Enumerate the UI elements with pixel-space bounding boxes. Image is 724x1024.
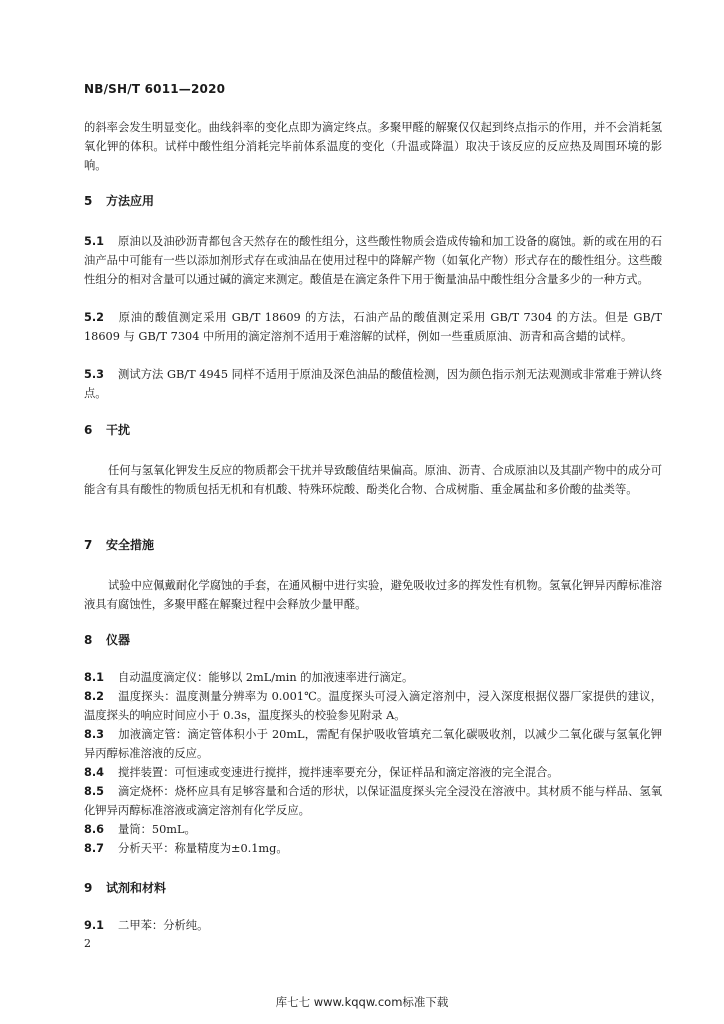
section-6-title: 干扰 bbox=[106, 423, 131, 437]
section-7-number: 7 bbox=[84, 538, 93, 552]
clause-8-7 bbox=[84, 839, 662, 858]
clause-text: 滴定烧杯：烧杯应具有足够容量和合适的形状，以保证温度探头完全浸没在溶液中。其材质不能与样品、氢氧化钾异丙醇标准溶液或滴定溶剂有化学反应。 bbox=[84, 785, 662, 817]
clause-text: 量筒：50mL。 bbox=[118, 823, 196, 836]
section-5-title: 方法应用 bbox=[106, 194, 155, 208]
clause-8-3 bbox=[84, 725, 662, 763]
intro-paragraph: 的斜率会发生明显变化。曲线斜率的变化点即为滴定终点。多聚甲醛的解聚仅仅起到终点指示的作用，并不会消耗氢氧化钾的体积。试样中酸性组分消耗完毕前体系温度的变化（升温或降温）取决于该反应的反应热及周围环境的影响。 bbox=[84, 121, 662, 172]
clause-number: 8.4 bbox=[84, 766, 105, 779]
standard-number-header: NB/SH/T 6011—2020 bbox=[84, 82, 226, 96]
clause-text: 自动温度滴定仪：能够以 2mL/min 的加液速率进行滴定。 bbox=[118, 671, 414, 684]
section-7-title: 安全措施 bbox=[106, 538, 155, 552]
section-6-number: 6 bbox=[84, 423, 93, 437]
section-7-paragraph: 试验中应佩戴耐化学腐蚀的手套，在通风橱中进行实验，避免吸收过多的挥发性有机物。氢氧化钾异丙醇标准溶液具有腐蚀性，多聚甲醛在解聚过程中会释放少量甲醛。 bbox=[84, 579, 662, 611]
clause-number: 8.5 bbox=[84, 785, 105, 798]
clause-text: 加液滴定管：滴定管体积小于 20mL，需配有保护吸收管填充二氧化碳吸收剂，以减少二氧化碳与氢氧化钾异丙醇标准溶液的反应。 bbox=[84, 728, 662, 760]
clause-9-1 bbox=[84, 916, 662, 935]
page-number: 2 bbox=[84, 937, 91, 950]
clause-8-6 bbox=[84, 820, 662, 839]
clause-8-4 bbox=[84, 763, 662, 782]
clause-text: 原油以及油砂沥青都包含天然存在的酸性组分，这些酸性物质会造成传输和加工设备的腐蚀。新的或在用的石油产品中可能有一些以添加剂形式存在或油品在使用过程中的降解产物（如氧化产物）形式存在的酸性组分。这些酸性组分的相对含量可以通过碱的滴定来测定。酸值是在滴定条件下用于衡量油品中酸性组分含量多少的一种方式。 bbox=[84, 235, 662, 286]
clause-8-2 bbox=[84, 687, 662, 725]
clause-number: 8.7 bbox=[84, 842, 105, 855]
clause-text: 温度探头：温度测量分辨率为 0.001℃。温度探头可浸入滴定溶剂中，浸入深度根据仪器厂家提供的建议，温度探头的响应时间应小于 0.3s，温度探头的校验参见附录 A。 bbox=[84, 690, 662, 722]
clause-text: 测试方法 GB/T 4945 同样不适用于原油及深色油品的酸值检测，因为颜色指示剂无法观测或非常难于辨认终点。 bbox=[84, 368, 662, 400]
clause-8-1 bbox=[84, 668, 662, 687]
section-6-heading bbox=[84, 421, 662, 440]
clause-5-3 bbox=[84, 365, 662, 403]
section-6-paragraph: 任何与氢氧化钾发生反应的物质都会干扰并导致酸值结果偏高。原油、沥青、合成原油以及其副产物中的成分可能含有具有酸性的物质包括无机和有机酸、特殊环烷酸、酚类化合物、合成树脂、重金属盐和多价酸的盐类等。 bbox=[84, 464, 662, 496]
section-5-heading bbox=[84, 192, 662, 211]
clause-number: 5.2 bbox=[84, 311, 105, 324]
clause-5-1 bbox=[84, 232, 662, 289]
clause-text: 原油的酸值测定采用 GB/T 18609 的方法，石油产品的酸值测定采用 GB/T 7304 的方法。但是 GB/T 18609 与 GB/T 7304 中所用的滴定溶剂不适用于难溶解的试样，例如一些重质原油、沥青和高含蜡的试样。 bbox=[84, 311, 662, 343]
section-5-number: 5 bbox=[84, 194, 93, 208]
clause-text: 分析天平：称量精度为±0.1mg。 bbox=[118, 842, 288, 855]
clause-number: 5.1 bbox=[84, 235, 105, 248]
section-9-number: 9 bbox=[84, 881, 93, 895]
section-8-title: 仪器 bbox=[106, 633, 131, 647]
section-9-heading bbox=[84, 879, 662, 898]
section-8-heading bbox=[84, 631, 662, 650]
clause-8-5 bbox=[84, 782, 662, 820]
clause-number: 5.3 bbox=[84, 368, 105, 381]
clause-number: 8.2 bbox=[84, 690, 105, 703]
clause-number: 8.1 bbox=[84, 671, 105, 684]
download-site-watermark: 库七七 www.kqqw.com标准下载 bbox=[275, 995, 449, 1009]
clause-text: 二甲苯：分析纯。 bbox=[118, 919, 209, 932]
section-8-number: 8 bbox=[84, 633, 93, 647]
clause-number: 8.6 bbox=[84, 823, 105, 836]
clause-number: 9.1 bbox=[84, 919, 105, 932]
section-7-heading bbox=[84, 536, 662, 555]
clause-text: 搅拌装置：可恒速或变速进行搅拌，搅拌速率要充分，保证样品和滴定溶液的完全混合。 bbox=[118, 766, 559, 779]
clause-number: 8.3 bbox=[84, 728, 105, 741]
section-9-title: 试剂和材料 bbox=[106, 881, 167, 895]
clause-5-2 bbox=[84, 308, 662, 346]
